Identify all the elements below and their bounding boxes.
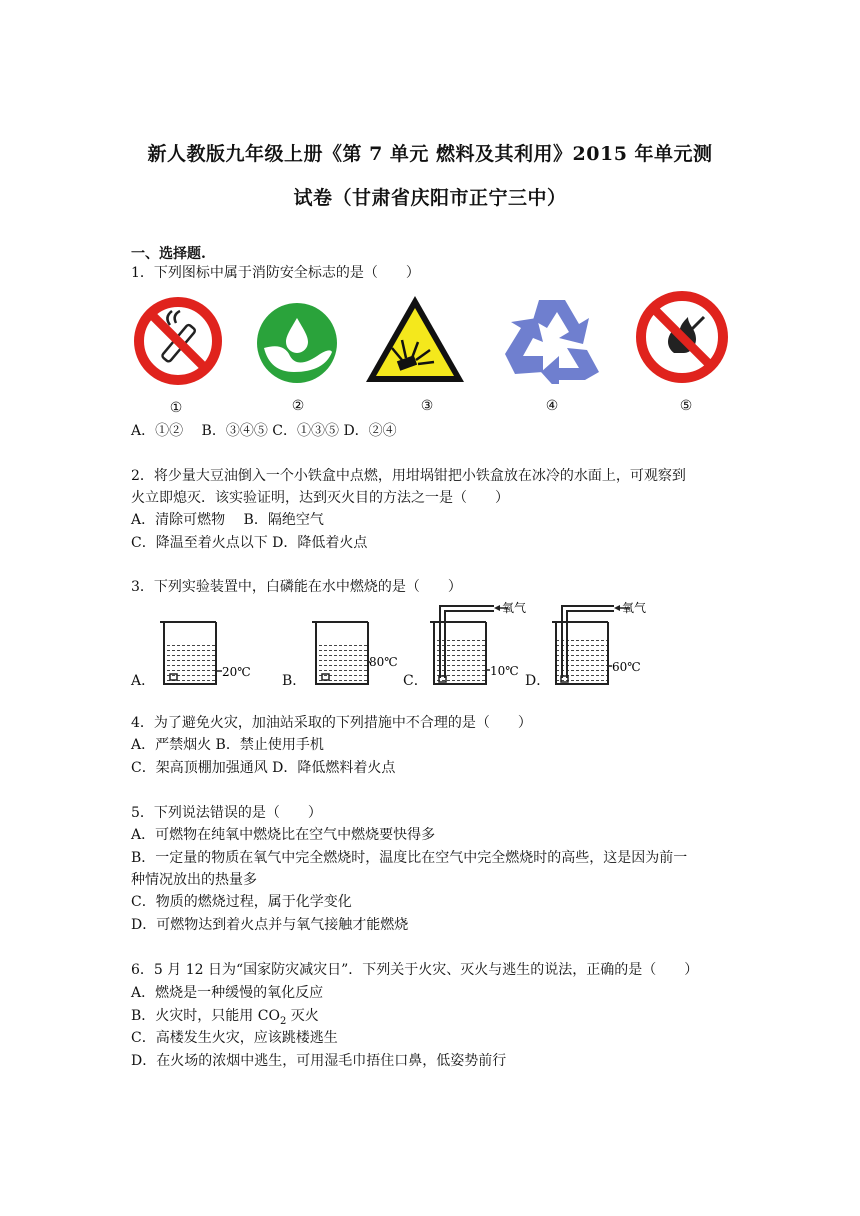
q6-stem: 6．5 月 12 日为“国家防灾减灾日”．下列关于火灾、灭火与逃生的说法，正确的是（ ）	[131, 962, 699, 978]
q2-options-cd: C．降温至着火点以下 D．降低着火点	[131, 535, 368, 551]
beaker-a-temp: 20℃	[222, 665, 251, 679]
q2-stem-line1: 2．将少量大豆油倒入一个小铁盒中点燃，用坩埚钳把小铁盒放在冰冷的水面上，可观察到	[131, 468, 686, 484]
beaker-d-oxygen-label: 氧气	[622, 601, 647, 615]
icon-label-4: ④	[545, 398, 559, 414]
no-open-flame-icon	[634, 289, 730, 385]
q5-stem: 5．下列说法错误的是（ ）	[131, 805, 322, 821]
beaker-c-temp: 10℃	[490, 664, 519, 678]
beaker-d-diagram	[550, 598, 650, 690]
q5-option-a: A．可燃物在纯氧中燃烧比在空气中燃烧要快得多	[131, 827, 436, 843]
icon-label-5: ⑤	[679, 398, 693, 414]
q4-options-ab: A．严禁烟火 B．禁止使用手机	[131, 737, 324, 753]
q5-option-d: D．可燃物达到着火点并与氧气接触才能燃烧	[131, 917, 409, 933]
icon-label-3: ③	[420, 398, 434, 414]
q3-option-d-letter: D．	[525, 673, 551, 689]
page-title-line2: 试卷（甘肃省庆阳市正宁三中）	[293, 187, 567, 209]
water-saving-icon	[254, 300, 340, 386]
q3-option-c-letter: C．	[403, 673, 428, 689]
page-title-line1: 新人教版九年级上册《第 7 单元 燃料及其利用》2015 年单元测	[147, 143, 713, 165]
q5-option-c: C．物质的燃烧过程，属于化学变化	[131, 894, 352, 910]
q2-options-ab: A．清除可燃物 B．隔绝空气	[131, 512, 324, 528]
no-smoking-icon	[132, 295, 224, 387]
q2-stem-line2: 火立即熄灭．该实验证明，达到灭火目的方法之一是（ ）	[131, 490, 509, 506]
q1-options: A．①② B．③④⑤ C．①③⑤ D．②④	[131, 423, 397, 439]
q4-stem: 4．为了避免火灾，加油站采取的下列措施中不合理的是（ ）	[131, 715, 532, 731]
beaker-c-diagram	[426, 598, 526, 690]
q6-option-a: A．燃烧是一种缓慢的氧化反应	[131, 985, 324, 1001]
q6-option-b-tail: 灭火	[286, 1008, 319, 1024]
beaker-d-temp: 60℃	[612, 660, 641, 674]
icon-label-1: ①	[169, 400, 183, 416]
q5-option-b-line1: B．一定量的物质在氧气中完全燃烧时，温度比在空气中完全燃烧时的高些，这是因为前一	[131, 850, 688, 866]
q3-option-b-letter: B．	[282, 673, 307, 689]
q6-option-d: D．在火场的浓烟中逃生，可用湿毛巾捂住口鼻，低姿势前行	[131, 1053, 507, 1069]
icon-label-2: ②	[291, 398, 305, 414]
q3-option-a-letter: A．	[131, 673, 156, 689]
q6-option-c: C．高楼发生火灾，应该跳楼逃生	[131, 1030, 338, 1046]
q6-option-b-subscript: 2	[279, 1015, 287, 1027]
beaker-b-temp: 80℃	[369, 655, 398, 669]
beaker-c-oxygen-label: 氧气	[502, 601, 526, 615]
section-heading: 一、选择题.	[131, 246, 206, 262]
q3-stem: 3．下列实验装置中，白磷能在水中燃烧的是（ ）	[131, 579, 462, 595]
q5-option-b-line2: 种情况放出的热量多	[131, 872, 257, 888]
beaker-a-diagram	[156, 618, 252, 690]
q6-option-b-text: B．火灾时，只能用 CO	[131, 1008, 280, 1024]
beaker-b-diagram	[308, 618, 404, 690]
explosive-warning-icon	[362, 292, 468, 386]
q1-stem: 1．下列图标中属于消防安全标志的是（ ）	[131, 265, 420, 281]
q4-options-cd: C．架高顶棚加强通风 D．降低燃料着火点	[131, 760, 396, 776]
recycle-icon	[503, 294, 603, 384]
